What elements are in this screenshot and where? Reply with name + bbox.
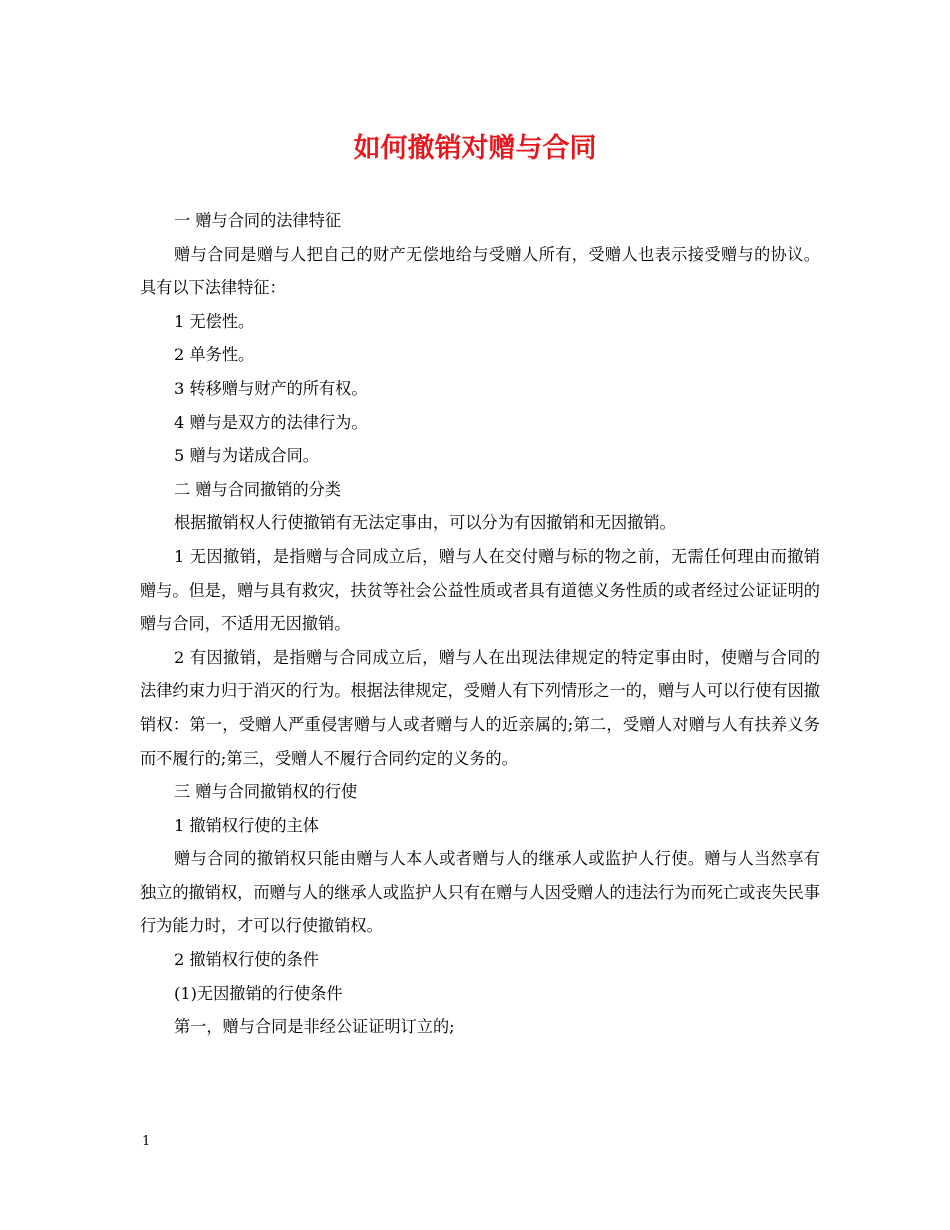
section-heading-3: 三 赠与合同撤销权的行使 (174, 782, 358, 802)
list-item: 1 无偿性。 (174, 311, 255, 331)
paragraph-no-cause-revocation: 1 无因撤销，是指赠与合同成立后，赠与人在交付赠与标的物之前，无需任何理由而撤销赠与。但是，赠与具有救灾，扶贫等社会公益性质或者具有道德义务性质的或者经过公证证明的赠与合同，不适用无因撤销。 (140, 546, 820, 634)
section-heading-1: 一 赠与合同的法律特征 (174, 211, 342, 230)
document-title: 如何撤销对赠与合同 (353, 133, 597, 164)
subheading-no-cause-conditions: (1)无因撤销的行使条件 (174, 983, 343, 1003)
list-item: 3 转移赠与财产的所有权。 (174, 378, 368, 398)
paragraph-condition-first: 第一，赠与合同是非经公证证明订立的; (174, 1017, 455, 1037)
paragraph-classification: 根据撤销权人行使撤销有无法定事由，可以分为有因撤销和无因撤销。 (174, 513, 676, 533)
subheading-conditions: 2 撤销权行使的条件 (174, 950, 319, 970)
page-number: 1 (142, 1134, 151, 1149)
section-heading-2: 二 赠与合同撤销的分类 (174, 479, 342, 499)
paragraph-cause-revocation: 2 有因撤销，是指赠与合同成立后，赠与人在出现法律规定的特定事由时，使赠与合同的法律约束力归于消灭的行为。根据法律规定，受赠人有下列情形之一的，赠与人可以行使有因撤销权：第一，受赠人严重侵害赠与人或者赠与人的近亲属的;第二，受赠人对赠与人有扶养义务而不履行的;第三，受赠人不履行合同约定的义务的。 (140, 647, 820, 768)
list-item: 5 赠与为诺成合同。 (174, 446, 319, 466)
list-item: 2 单务性。 (174, 345, 255, 365)
list-item: 4 赠与是双方的法律行为。 (174, 412, 368, 432)
document-body (140, 204, 820, 1044)
subheading-subject: 1 撤销权行使的主体 (174, 815, 319, 835)
paragraph-definition: 赠与合同是赠与人把自己的财产无偿地给与受赠人所有，受赠人也表示接受赠与的协议。具有以下法律特征： (140, 244, 820, 298)
paragraph-subject: 赠与合同的撤销权只能由赠与人本人或者赠与人的继承人或监护人行使。赠与人当然享有独立的撤销权，而赠与人的继承人或监护人只有在赠与人因受赠人的违法行为而死亡或丧失民事行为能力时，才可以行使撤销权。 (140, 849, 820, 936)
